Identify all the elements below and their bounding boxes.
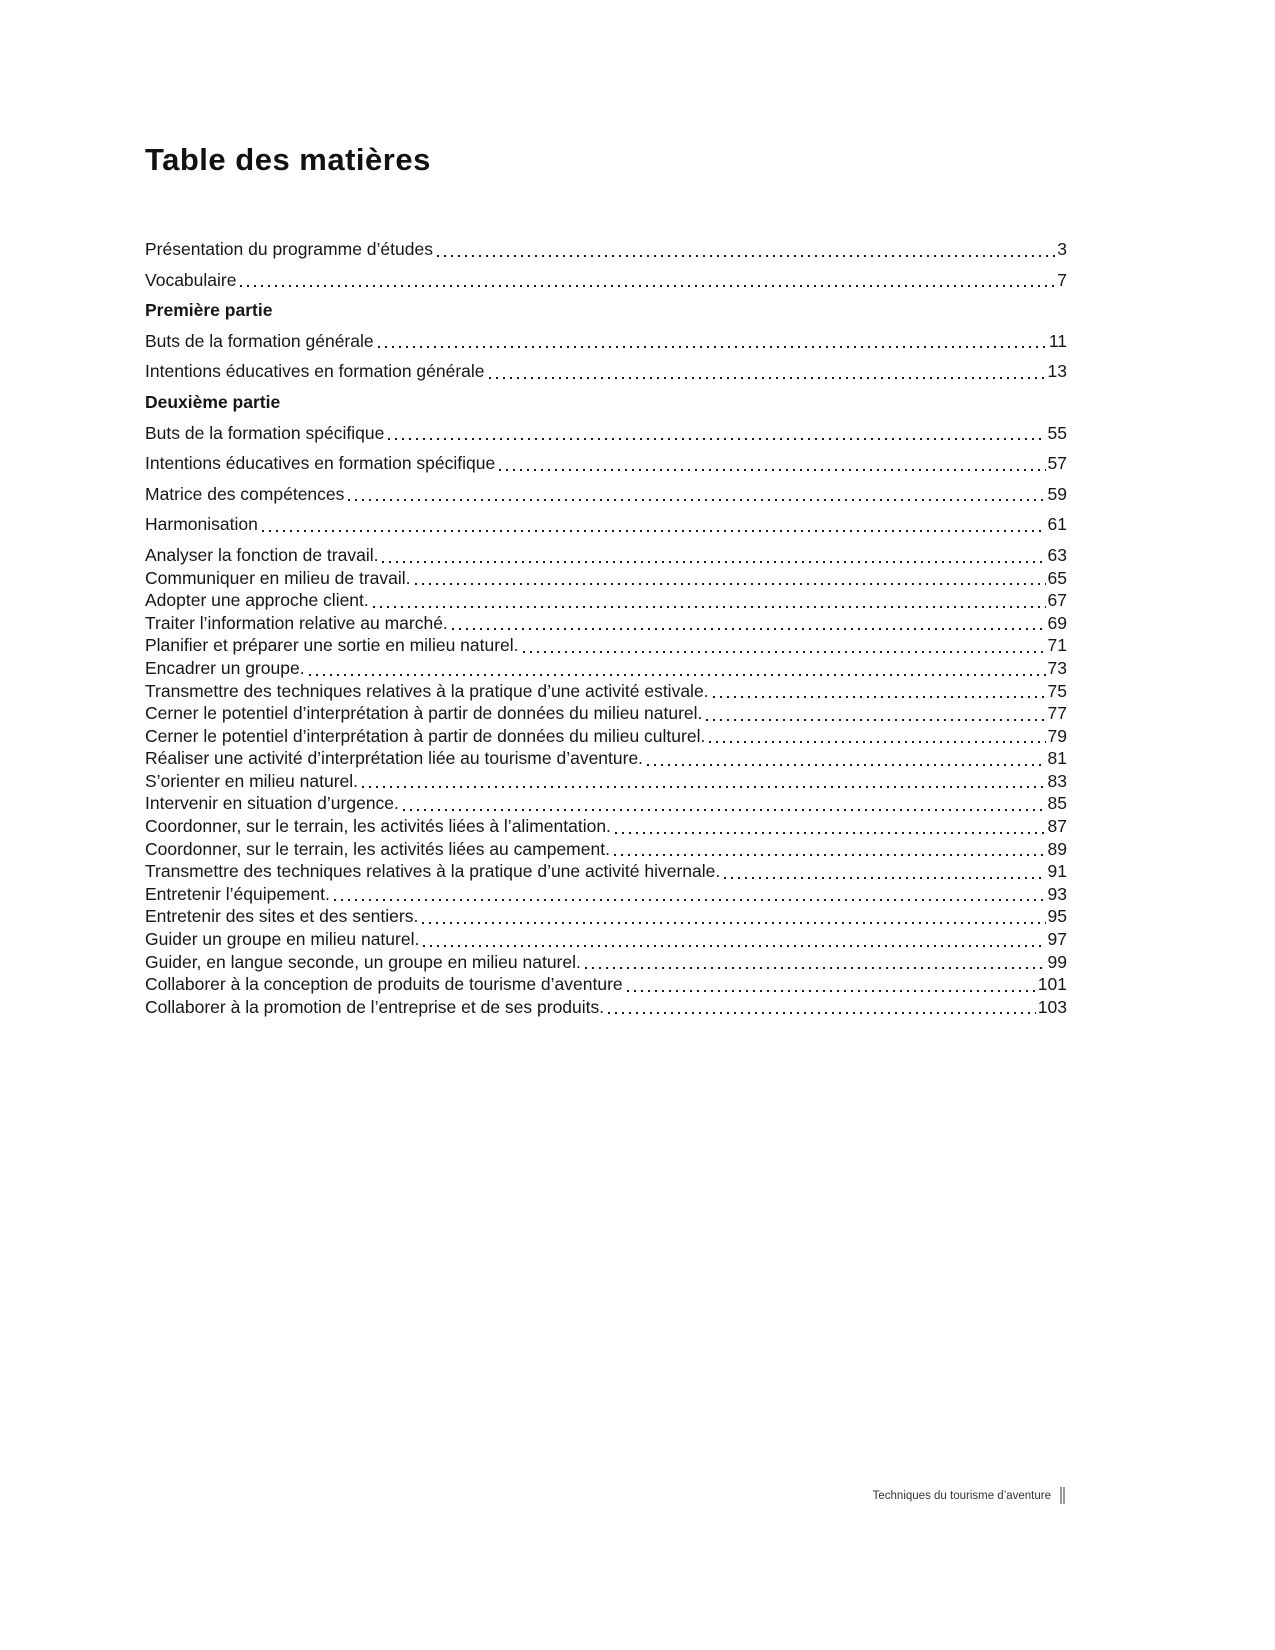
dotted-leader — [240, 285, 1055, 287]
toc-entry — [145, 657, 1067, 680]
dotted-leader — [608, 1012, 1036, 1014]
toc-entry-page-number: 7 — [1057, 269, 1067, 290]
dotted-leader — [489, 377, 1046, 379]
toc-entry-page-number: 81 — [1047, 748, 1067, 769]
toc-entry-label: Deuxième partie — [145, 391, 281, 412]
table-of-contents — [145, 238, 1067, 1018]
dotted-leader — [706, 719, 1045, 721]
toc-entry-label: Adopter une approche client. — [145, 590, 369, 611]
toc-entry-page-number: 85 — [1047, 793, 1067, 814]
dotted-leader — [403, 809, 1046, 811]
toc-entry-label: Buts de la formation spécifique — [145, 422, 385, 443]
dotted-leader — [437, 255, 1055, 257]
dotted-leader — [709, 741, 1045, 743]
dotted-leader — [262, 530, 1046, 532]
toc-entry-label: Intentions éducatives en formation spécifique — [145, 453, 496, 474]
dotted-leader — [334, 899, 1046, 901]
toc-entry-label: Communiquer en milieu de travail. — [145, 567, 411, 588]
toc-entry-page-number: 69 — [1047, 612, 1067, 633]
dotted-leader — [585, 967, 1046, 969]
toc-entry — [145, 589, 1067, 612]
toc-entry-label: Transmettre des techniques relatives à la pratique d’une activité hivernale. — [145, 861, 721, 882]
toc-entry-label: Collaborer à la conception de produits de tourisme d’aventure — [145, 974, 623, 995]
toc-entry — [145, 747, 1067, 770]
toc-entry — [145, 269, 1067, 292]
toc-entry-page-number: 59 — [1047, 483, 1067, 504]
dotted-leader — [713, 696, 1046, 698]
footer-page-mark — [1060, 1487, 1065, 1504]
toc-entry — [145, 702, 1067, 725]
toc-entry — [145, 612, 1067, 635]
toc-entry-label: Buts de la formation générale — [145, 330, 374, 351]
toc-entry-page-number: 63 — [1047, 544, 1067, 565]
dotted-leader — [452, 628, 1046, 630]
toc-entry — [145, 452, 1067, 475]
dotted-leader — [373, 606, 1046, 608]
toc-entry-label: Première partie — [145, 300, 273, 321]
toc-entry-label: S’orienter en milieu naturel. — [145, 770, 359, 791]
dotted-leader — [388, 438, 1045, 440]
toc-entry-page-number: 57 — [1047, 453, 1067, 474]
toc-entry — [145, 883, 1067, 906]
toc-entry-label: Transmettre des techniques relatives à la pratique d’une activité estivale. — [145, 680, 709, 701]
toc-entry-page-number: 103 — [1037, 996, 1067, 1017]
dotted-leader — [422, 922, 1045, 924]
page-title: Table des matières — [145, 142, 431, 177]
toc-entry — [145, 973, 1067, 996]
dotted-leader — [499, 469, 1045, 471]
toc-entry-page-number: 61 — [1047, 514, 1067, 535]
toc-entry-page-number: 97 — [1047, 929, 1067, 950]
toc-entry-page-number: 13 — [1047, 361, 1067, 382]
toc-entry-page-number: 91 — [1047, 861, 1067, 882]
toc-entry-page-number: 65 — [1047, 567, 1067, 588]
toc-entry-label: Intentions éducatives en formation générale — [145, 361, 485, 382]
toc-entry-label: Guider, en langue seconde, un groupe en milieu naturel. — [145, 951, 581, 972]
toc-entry — [145, 567, 1067, 590]
toc-entry-label: Cerner le potentiel d’interprétation à partir de données du milieu naturel. — [145, 703, 703, 724]
toc-entry — [145, 238, 1067, 261]
toc-entry — [145, 725, 1067, 748]
toc-entry-page-number: 11 — [1048, 330, 1067, 351]
toc-part-heading — [145, 391, 1067, 414]
dotted-leader — [382, 561, 1045, 563]
toc-entry — [145, 996, 1067, 1019]
toc-entry-page-number: 101 — [1037, 974, 1067, 995]
toc-entry-label: Traiter l’information relative au marché. — [145, 612, 448, 633]
toc-entry — [145, 951, 1067, 974]
toc-entry-label: Harmonisation — [145, 514, 258, 535]
toc-entry-page-number: 71 — [1047, 635, 1067, 656]
dotted-leader — [615, 832, 1046, 834]
toc-entry — [145, 770, 1067, 793]
footer-text: Techniques du tourisme d’aventure — [872, 1489, 1051, 1502]
dotted-leader — [724, 877, 1045, 879]
toc-entry — [145, 680, 1067, 703]
toc-entry-page-number: 83 — [1047, 770, 1067, 791]
toc-entry-page-number: 87 — [1047, 816, 1067, 837]
toc-entry — [145, 360, 1067, 383]
toc-entry-page-number: 75 — [1047, 680, 1067, 701]
toc-entry — [145, 928, 1067, 951]
toc-entry-page-number: 89 — [1047, 838, 1067, 859]
toc-entry — [145, 792, 1067, 815]
toc-entry-label: Coordonner, sur le terrain, les activités liées au campement. — [145, 838, 610, 859]
toc-entry — [145, 815, 1067, 838]
toc-entry-page-number: 67 — [1047, 590, 1067, 611]
toc-entry-label: Encadrer un groupe. — [145, 657, 305, 678]
toc-entry — [145, 422, 1067, 445]
toc-entry-label: Matrice des compétences — [145, 483, 345, 504]
toc-entry-label: Présentation du programme d’études — [145, 239, 433, 259]
toc-entry — [145, 860, 1067, 883]
dotted-leader — [614, 854, 1046, 856]
toc-entry-label: Réaliser une activité d’interprétation liée au tourisme d’aventure. — [145, 748, 644, 769]
toc-entry — [145, 634, 1067, 657]
dotted-leader — [423, 945, 1045, 947]
toc-entry-label: Cerner le potentiel d’interprétation à partir de données du milieu culturel. — [145, 725, 706, 746]
toc-entry — [145, 483, 1067, 506]
toc-entry — [145, 838, 1067, 861]
toc-entry-label: Intervenir en situation d’urgence. — [145, 793, 399, 814]
toc-entry-page-number: 99 — [1047, 951, 1067, 972]
toc-entry-label: Collaborer à la promotion de l’entreprise et de ses produits. — [145, 996, 605, 1017]
toc-entry — [145, 513, 1067, 536]
dotted-leader — [523, 651, 1046, 653]
dotted-leader — [378, 346, 1047, 348]
page-footer — [873, 1487, 1065, 1504]
dotted-leader — [415, 583, 1046, 585]
toc-entry — [145, 330, 1067, 353]
toc-entry-label: Entretenir l’équipement. — [145, 883, 330, 904]
toc-entry-label: Vocabulaire — [145, 269, 237, 290]
toc-entry — [145, 905, 1067, 928]
dotted-leader — [647, 764, 1045, 766]
toc-entry-page-number: 3 — [1057, 239, 1067, 259]
toc-entry-page-number: 77 — [1047, 703, 1067, 724]
toc-entry-label: Coordonner, sur le terrain, les activités liées à l’alimentation. — [145, 816, 611, 837]
toc-entry-page-number: 73 — [1047, 657, 1067, 678]
toc-entry-page-number: 95 — [1047, 906, 1067, 927]
toc-entry-page-number: 55 — [1047, 422, 1067, 443]
dotted-leader — [362, 786, 1046, 788]
dotted-leader — [309, 674, 1046, 676]
toc-entry-page-number: 93 — [1047, 883, 1067, 904]
toc-entry — [145, 544, 1067, 567]
toc-entry-label: Planifier et préparer une sortie en milieu naturel. — [145, 635, 519, 656]
toc-entry-page-number: 79 — [1047, 725, 1067, 746]
toc-entry-label: Analyser la fonction de travail. — [145, 544, 379, 565]
dotted-leader — [348, 499, 1045, 501]
toc-entry-label: Entretenir des sites et des sentiers. — [145, 906, 419, 927]
dotted-leader — [627, 990, 1036, 992]
toc-part-heading — [145, 299, 1067, 322]
toc-entry-label: Guider un groupe en milieu naturel. — [145, 929, 420, 950]
